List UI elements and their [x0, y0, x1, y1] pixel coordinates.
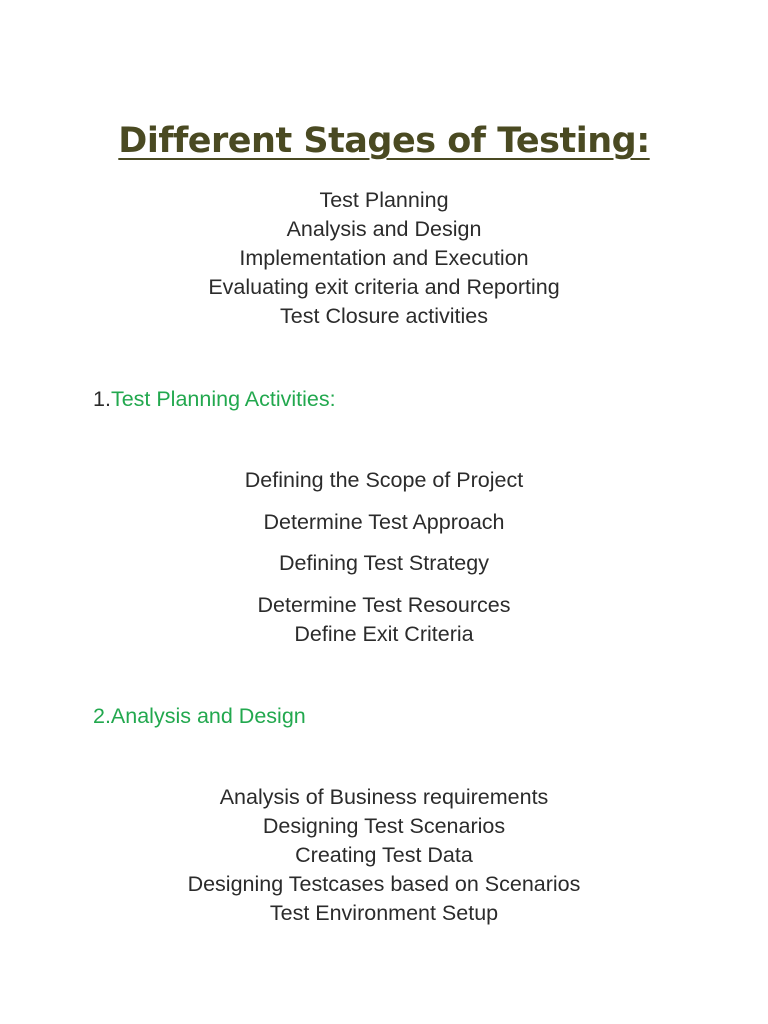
- section-heading-text: 2.Analysis and Design: [93, 704, 306, 728]
- stage-item: Test Planning: [319, 188, 449, 212]
- activity-item: Analysis of Business requirements: [219, 785, 549, 809]
- stage-item: Analysis and Design: [286, 217, 482, 241]
- activity-item: Defining Test Strategy: [279, 551, 489, 575]
- stage-item: Implementation and Execution: [239, 246, 529, 270]
- activity-item: Test Environment Setup: [269, 901, 499, 925]
- activity-item: Designing Test Scenarios: [262, 814, 506, 838]
- page-title-text: Different Stages of Testing:: [118, 121, 650, 161]
- stage-item: Test Closure activities: [280, 304, 488, 328]
- activity-item: Determine Test Approach: [263, 509, 505, 534]
- activity-item: Designing Testcases based on Scenarios: [187, 872, 581, 896]
- activity-item: Creating Test Data: [295, 843, 473, 867]
- section-heading-test-planning: [93, 384, 336, 414]
- activity-item: Defining the Scope of Project: [244, 468, 524, 492]
- test-planning-activities-list: [0, 466, 768, 649]
- section-heading-text: Test Planning Activities:: [110, 387, 336, 411]
- stages-list: [0, 186, 768, 331]
- analysis-design-activities-list: [0, 783, 768, 928]
- activity-item: Determine Test Resources: [257, 592, 511, 617]
- section-heading-analysis-design: [93, 701, 306, 731]
- page-title: [0, 117, 768, 165]
- stage-item: Evaluating exit criteria and Reporting: [208, 275, 560, 299]
- section-number: 1.: [93, 387, 111, 411]
- activity-item: Define Exit Criteria: [294, 621, 474, 646]
